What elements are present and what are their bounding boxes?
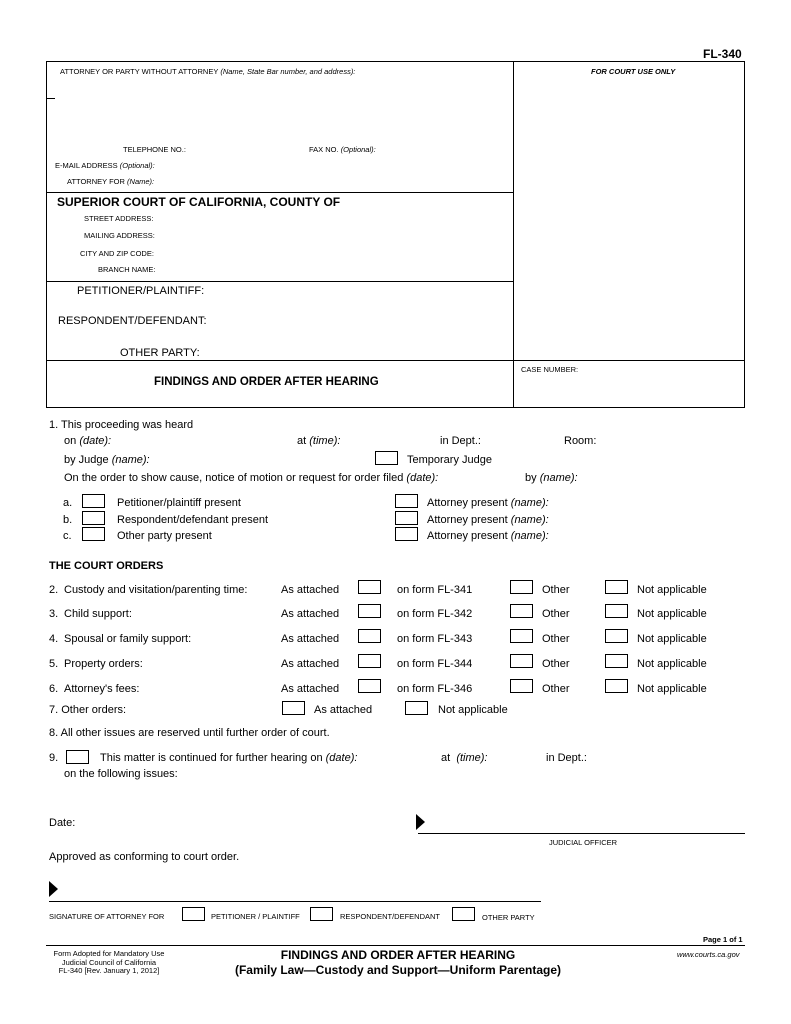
other-label: Other	[542, 608, 570, 620]
item1c-letter: c.	[63, 530, 72, 542]
spousal-support-other-checkbox[interactable]	[510, 629, 533, 643]
item1-osc-by: by (name):	[525, 472, 578, 484]
petitioner-label: PETITIONER/PLAINTIFF:	[77, 285, 205, 297]
row-num: 3.	[49, 608, 59, 620]
court-title: SUPERIOR COURT OF CALIFORNIA, COUNTY OF	[57, 195, 341, 209]
respondent-present-label: Respondent/defendant present	[117, 514, 269, 526]
as-attached-label: As attached	[281, 633, 340, 645]
sig-attorney-label: SIGNATURE OF ATTORNEY FOR	[49, 912, 165, 921]
fees-na-checkbox[interactable]	[605, 679, 628, 693]
adoption-line-2: Judicial Council of California	[61, 957, 157, 967]
item1-osc: On the order to show cause, notice of motion or request for order filed (date):	[64, 472, 439, 484]
item1-dept: in Dept.:	[440, 435, 481, 447]
other-label: Other	[542, 584, 570, 596]
continued-hearing-checkbox[interactable]	[66, 750, 89, 764]
item7-attached-label: As attached	[314, 704, 373, 716]
signature-arrow-icon	[49, 881, 58, 897]
footer-title-line-1: FINDINGS AND ORDER AFTER HEARING	[280, 948, 516, 962]
attorney-present-c-label: Attorney present (name):	[427, 530, 549, 542]
website: www.courts.ca.gov	[677, 950, 740, 959]
form-id: FL-340	[703, 47, 742, 61]
temp-judge-label: Temporary Judge	[407, 454, 492, 466]
item1-heard: 1. This proceeding was heard	[49, 419, 194, 431]
other-label: Other	[542, 633, 570, 645]
approved-text: Approved as conforming to court order.	[49, 851, 240, 863]
row-num: 4.	[49, 633, 59, 645]
as-attached-label: As attached	[281, 658, 340, 670]
sig-petitioner-checkbox[interactable]	[182, 907, 205, 921]
court-orders-heading: THE COURT ORDERS	[49, 560, 164, 572]
row-label: Attorney's fees:	[64, 683, 140, 695]
fees-other-checkbox[interactable]	[510, 679, 533, 693]
caption-divider	[513, 61, 514, 408]
attorney-present-c-checkbox[interactable]	[395, 527, 418, 541]
row-label: Custody and visitation/parenting time:	[64, 584, 248, 596]
fax-label: FAX NO. (Optional):	[309, 145, 376, 154]
as-attached-label: As attached	[281, 608, 340, 620]
row-num: 5.	[49, 658, 59, 670]
telephone-label: TELEPHONE NO.:	[123, 145, 186, 154]
na-label: Not applicable	[637, 658, 707, 670]
date-label: Date:	[49, 817, 76, 829]
footer-rule	[46, 945, 745, 946]
adoption-note	[49, 950, 169, 976]
petitioner-present-checkbox[interactable]	[82, 494, 105, 508]
property-other-checkbox[interactable]	[510, 654, 533, 668]
adoption-line-1: Form Adopted for Mandatory Use	[53, 949, 165, 958]
email-label: E-MAIL ADDRESS (Optional):	[55, 161, 155, 170]
child-support-other-checkbox[interactable]	[510, 604, 533, 618]
signature-arrow-icon	[416, 814, 425, 830]
footer-title	[190, 948, 606, 978]
property-na-checkbox[interactable]	[605, 654, 628, 668]
page-number: Page 1 of 1	[703, 935, 743, 944]
item7-na-label: Not applicable	[438, 704, 508, 716]
item9-num: 9.	[49, 752, 59, 764]
item9-issues: on the following issues:	[64, 768, 178, 780]
adoption-line-3: FL-340 [Rev. January 1, 2012]	[58, 966, 160, 975]
row-num: 6.	[49, 683, 59, 695]
caption-form-title: FINDINGS AND ORDER AFTER HEARING	[154, 376, 379, 388]
item1-on-date: on (date):	[64, 435, 112, 447]
item1-at-time: at (time):	[297, 435, 341, 447]
other-present-checkbox[interactable]	[82, 527, 105, 541]
spousal-support-attached-checkbox[interactable]	[358, 629, 381, 643]
other-label: Other	[542, 658, 570, 670]
item1-room: Room:	[564, 435, 597, 447]
other-orders-attached-checkbox[interactable]	[282, 701, 305, 715]
mailing-label: MAILING ADDRESS:	[84, 231, 155, 240]
item9-text: This matter is continued for further hearing on (date):	[100, 752, 358, 764]
property-attached-checkbox[interactable]	[358, 654, 381, 668]
respondent-label: RESPONDENT/DEFENDANT:	[58, 315, 207, 327]
form-label: on form FL-343	[397, 633, 473, 645]
judicial-officer-label: JUDICIAL OFFICER	[549, 838, 618, 847]
item1a-letter: a.	[63, 497, 73, 509]
attorney-for-label: ATTORNEY FOR (Name):	[67, 177, 155, 186]
as-attached-label: As attached	[281, 584, 340, 596]
item9-at-time: at (time):	[441, 752, 488, 764]
temp-judge-checkbox[interactable]	[375, 451, 398, 465]
child-support-attached-checkbox[interactable]	[358, 604, 381, 618]
form-label: on form FL-344	[397, 658, 473, 670]
footer-title-line-2: (Family Law—Custody and Support—Uniform Parentage)	[234, 963, 562, 977]
attorney-signature-line[interactable]	[49, 901, 541, 902]
street-label: STREET ADDRESS:	[84, 214, 154, 223]
na-label: Not applicable	[637, 608, 707, 620]
custody-other-checkbox[interactable]	[510, 580, 533, 594]
item7-label: 7. Other orders:	[49, 704, 127, 716]
case-number-label: CASE NUMBER:	[521, 365, 579, 374]
as-attached-label: As attached	[281, 683, 340, 695]
form-label: on form FL-342	[397, 608, 473, 620]
child-support-na-checkbox[interactable]	[605, 604, 628, 618]
petitioner-present-label: Petitioner/plaintiff present	[117, 497, 241, 509]
other-party-label: OTHER PARTY:	[120, 347, 200, 359]
attorney-present-a-checkbox[interactable]	[395, 494, 418, 508]
item1-judge: by Judge (name):	[64, 454, 150, 466]
na-label: Not applicable	[637, 633, 707, 645]
sig-other-label: OTHER PARTY	[482, 913, 535, 922]
attorney-present-b-checkbox[interactable]	[395, 511, 418, 525]
sig-other-checkbox[interactable]	[452, 907, 475, 921]
judicial-officer-line[interactable]	[418, 833, 745, 834]
row-label: Spousal or family support:	[64, 633, 192, 645]
custody-na-checkbox[interactable]	[605, 580, 628, 594]
respondent-present-checkbox[interactable]	[82, 511, 105, 525]
row-label: Property orders:	[64, 658, 143, 670]
other-label: Other	[542, 683, 570, 695]
city-zip-label: CITY AND ZIP CODE:	[80, 249, 154, 258]
other-orders-na-checkbox[interactable]	[405, 701, 428, 715]
form-label: on form FL-341	[397, 584, 473, 596]
court-use-label: FOR COURT USE ONLY	[591, 67, 676, 76]
sig-respondent-checkbox[interactable]	[310, 907, 333, 921]
sig-respondent-label: RESPONDENT/DEFENDANT	[340, 912, 441, 921]
item9-dept: in Dept.:	[546, 752, 587, 764]
na-label: Not applicable	[637, 683, 707, 695]
attorney-label: ATTORNEY OR PARTY WITHOUT ATTORNEY (Name, State Bar number, and address):	[60, 67, 356, 76]
item1b-letter: b.	[63, 514, 73, 526]
custody-attached-checkbox[interactable]	[358, 580, 381, 594]
row-num: 2.	[49, 584, 59, 596]
row-label: Child support:	[64, 608, 132, 620]
attorney-present-a-label: Attorney present (name):	[427, 497, 549, 509]
attorney-present-b-label: Attorney present (name):	[427, 514, 549, 526]
na-label: Not applicable	[637, 584, 707, 596]
form-label: on form FL-346	[397, 683, 473, 695]
sig-petitioner-label: PETITIONER / PLAINTIFF	[211, 912, 300, 921]
spousal-support-na-checkbox[interactable]	[605, 629, 628, 643]
fees-attached-checkbox[interactable]	[358, 679, 381, 693]
branch-label: BRANCH NAME:	[98, 265, 156, 274]
other-present-label: Other party present	[117, 530, 212, 542]
item8-text: 8. All other issues are reserved until further order of court.	[49, 727, 330, 739]
